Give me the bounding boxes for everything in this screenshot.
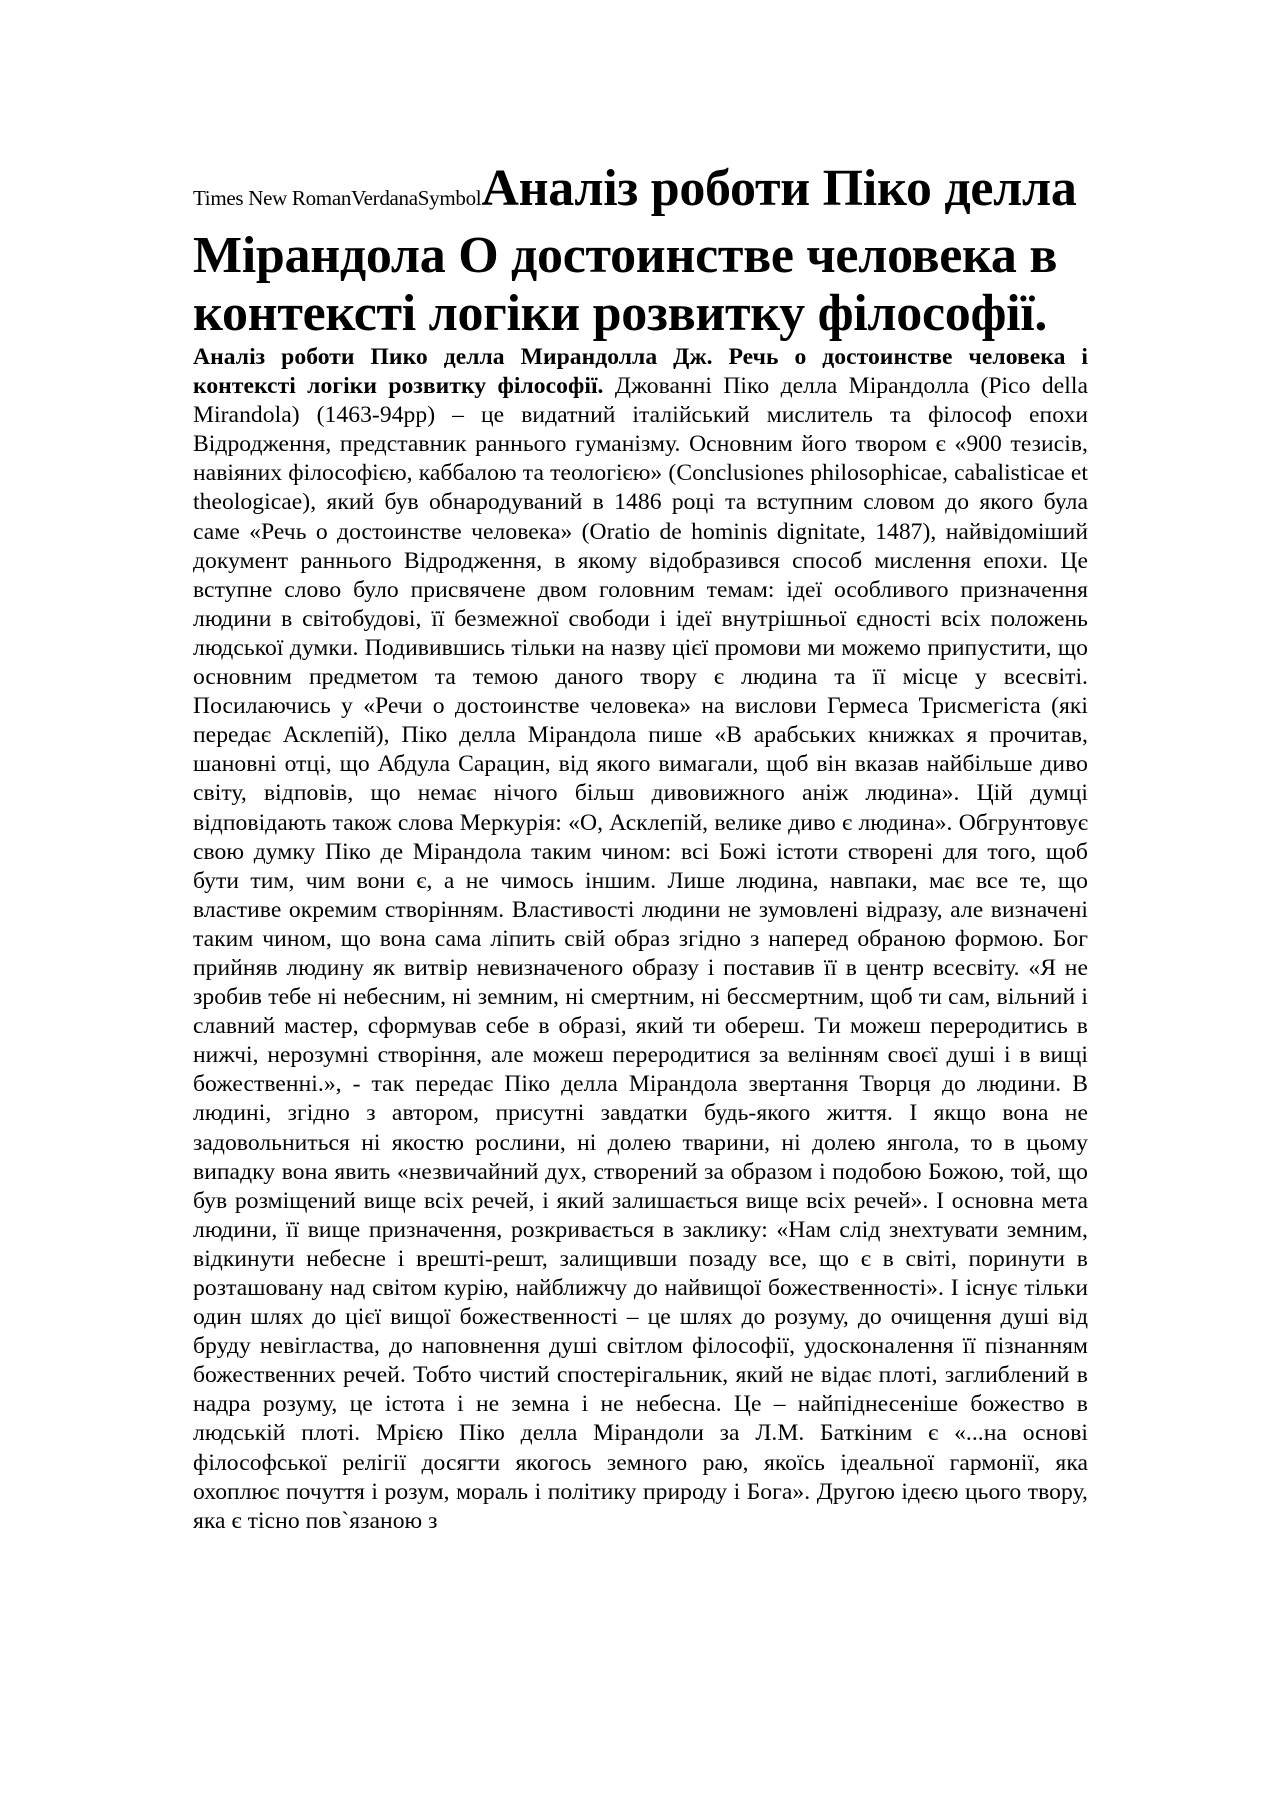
document-page: [193, 160, 1088, 1536]
body-text: Джованні Піко делла Мірандолла (Pico della Mirandola) (1463-94рр) – це видатний італійський мислитель та філософ епохи Відродження, представник раннього гуманізму. Основним його твором є «900 тезисів, навіяних філософією, каббалою та теологією» (Conclusiones philosophicae, cabalisticae et theologicae), який був обнародуваний в 1486 році та вступним словом до якого була саме «Речь о достоинстве человека» (Oratio de hominis dignitate, 1487), найвідоміший документ раннього Відродження, в якому відобразився способ мислення епохи. Це вступне слово було присвячене двом головним темам: ідеї особливого призначення людини в світобудові, її безмежної свободи і ідеї внутрішньої єдності всіх положень людської думки. Подивившись тільки на назву цієї промови ми можемо припустити, що основним предметом та темою даного твору є людина та її місце у всесвіті. Посилаючись у «Речи о достоинстве человека» на вислови Гермеса Трисмегіста (які передає Асклепій), Піко делла Мірандола пише «В арабських книжках я прочитав, шановні отці, що Абдула Сарацин, від якого вимагали, щоб він вказав найбільше диво світу, відповів, що немає нічого більш дивовижного аніж людина». Цій думці відповідають також слова Меркурія: «О, Асклепій, велике диво є людина». Обгрунтовує свою думку Піко де Мірандола таким чином: всі Божі істоти створені для того, щоб бути тим, чим вони є, а не чимось іншим. Лише людина, навпаки, має все те, що властиве окремим створінням. Властивості людини не зумовлені відразу, але визначені таким чином, що вона сама ліпить свій образ згідно з наперед обраною формою. Бог прийняв людину як витвір невизначеного образу і поставив її в центр всесвіту. «Я не зробив тебе ні небесним, ні земним, ні смертним, ні бессмертним, щоб ти сам, вільний і славний мастер, сформував себе в образі, який ти обереш. Ти можеш переродитись в нижчі, нерозумні створіння, але можеш переродитися за велінням своєї душі і в вищі божественні.», - так передає Піко делла Мірандола звертання Творця до людини. В людині, згідно з автором, присутні завдатки будь-якого життя. І якщо вона не задовольниться ні якостю рослини, ні долею тварини, ні долею янгола, то в цьому випадку вона явить «незвичайний дух, створений за образом і подобою Божою, той, що був розміщений вище всіх речей, і який залишається вище всіх речей». І основна мета людини, її вище призначення, розкривається в заклику: «Нам слід знехтувати земним, відкинути небесне і врешті-решт, залищивши позаду все, що є в світі, поринути в розташовану над світом курію, найближчу до найвищої божественності». І існує тільки один шлях до цієї вищої божественності – це шлях до розуму, до очищення душі від бруду невігластва, до наповнення душі світлом філософії, удосконалення її пізнанням божественних речей. Тобто чистий спостерігальник, який не відає плоті, заглиблений в надра розуму, це істота і не земна і не небесна. Це – найпіднесеніше божество в людській плоті. Мрією Піко делла Мірандоли за Л.М. Баткіним є «...на основі філософської релігії досягти якогось земного раю, якоїсь ідеальної гармонії, яка охоплює почуття і розум, мораль і політику природу і Бога». Другою ідеєю цього твору, яка є тісно пов`язаною з: [193, 373, 1088, 1534]
lead-sentence: Аналіз роботи Пико делла Мирандолла Дж. Речь о достоинстве человека і контексті логіки розвитку філософії.: [193, 344, 1088, 400]
font-list-text: Times New RomanVerdanaSymbol: [193, 186, 482, 210]
document-title-block: [193, 160, 1088, 343]
body-paragraph: [193, 343, 1088, 1536]
document-title: Аналіз роботи Піко делла Мірандола О достоинстве человека в контексті логіки розвитку філософії.: [193, 160, 1077, 342]
